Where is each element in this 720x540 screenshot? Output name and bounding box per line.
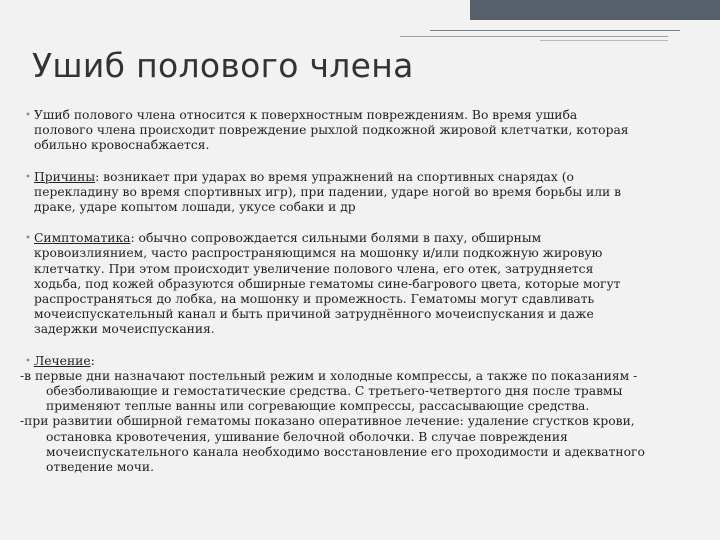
- paragraph-treatment: [22, 354, 702, 476]
- paragraph-definition: [22, 108, 702, 154]
- bullet-icon: •: [25, 171, 31, 183]
- top-bar-dark: [470, 0, 720, 20]
- text-line: мочеиспускательного канала необходимо восстановление его проходимости и адекватного: [46, 444, 645, 459]
- text-line: драке, ударе копытом лошади, укусе собаки и др: [34, 200, 356, 215]
- text-line: обезболивающие и гемостатические средства. С третьего-четвертого дня после травмы: [46, 384, 623, 399]
- paragraph-causes: [22, 170, 702, 216]
- text-line: ходьба, под кожей образуются обширные гематомы сине-багрового цвета, которые могут: [34, 276, 621, 291]
- text-fragment: : обычно сопровождается сильными болями в паху, обширным: [130, 231, 542, 246]
- text-line: полового члена происходит повреждение рыхлой подкожной жировой клетчатки, которая: [34, 123, 629, 138]
- decorative-line: [430, 30, 680, 31]
- text-fragment: :: [90, 353, 95, 368]
- text-line: остановка кровотечения, ушивание белочной оболочки. В случае повреждения: [46, 429, 568, 444]
- treatment-heading: [22, 354, 702, 369]
- text-line: мочеиспускательный канал и быть причиной затруднённого мочеиспускания и даже: [34, 307, 594, 322]
- text-line: задержки мочеиспускания.: [34, 322, 215, 337]
- text-line: [34, 231, 702, 246]
- paragraph-symptoms: [22, 231, 702, 337]
- symptoms-label: Симптоматика: [34, 231, 131, 246]
- text-line: распространяться до лобка, на мошонку и промежность. Гематомы могут сдавливать: [34, 292, 595, 307]
- text-line: [34, 354, 702, 369]
- text-line: перекладину во время спортивных игр), при падении, ударе ногой во время борьбы или в: [34, 184, 622, 199]
- causes-label: Причины: [34, 169, 96, 184]
- treatment-item: [22, 414, 702, 475]
- slide-title: Ушиб полового члена: [32, 46, 414, 85]
- treatment-label: Лечение: [34, 353, 91, 368]
- treatment-item: [22, 369, 702, 415]
- text-line: отведение мочи.: [46, 460, 155, 475]
- bullet-icon: •: [25, 355, 31, 367]
- text-line: -в первые дни назначают постельный режим и холодные компрессы, а также по показаниям -: [20, 368, 638, 383]
- bullet-icon: •: [25, 110, 31, 121]
- text-line: клетчатку. При этом происходит увеличение полового члена, его отек, затрудняется: [34, 261, 594, 276]
- text-line: применяют теплые ванны или согревающие компрессы, рассасывающие средства.: [46, 399, 590, 414]
- decorative-line: [400, 36, 668, 37]
- text-line: -при развитии обширной гематомы показано оперативное лечение: удаление сгустков крови,: [20, 414, 635, 429]
- text-line: обильно кровоснабжается.: [34, 138, 210, 153]
- text-line: [34, 170, 702, 185]
- slide-content: [22, 108, 702, 475]
- bullet-icon: •: [25, 233, 31, 245]
- top-bar-light: [0, 0, 470, 20]
- top-decoration: [0, 0, 720, 28]
- decorative-line: [540, 40, 668, 41]
- text-fragment: : возникает при ударах во время упражнений на спортивных снарядах (о: [95, 169, 574, 184]
- text-line: Ушиб полового члена относится к поверхностным повреждениям. Во время ушиба: [34, 108, 578, 122]
- text-line: кровоизлиянием, часто распространяющимся на мошонку и/или подкожную жировую: [34, 246, 603, 261]
